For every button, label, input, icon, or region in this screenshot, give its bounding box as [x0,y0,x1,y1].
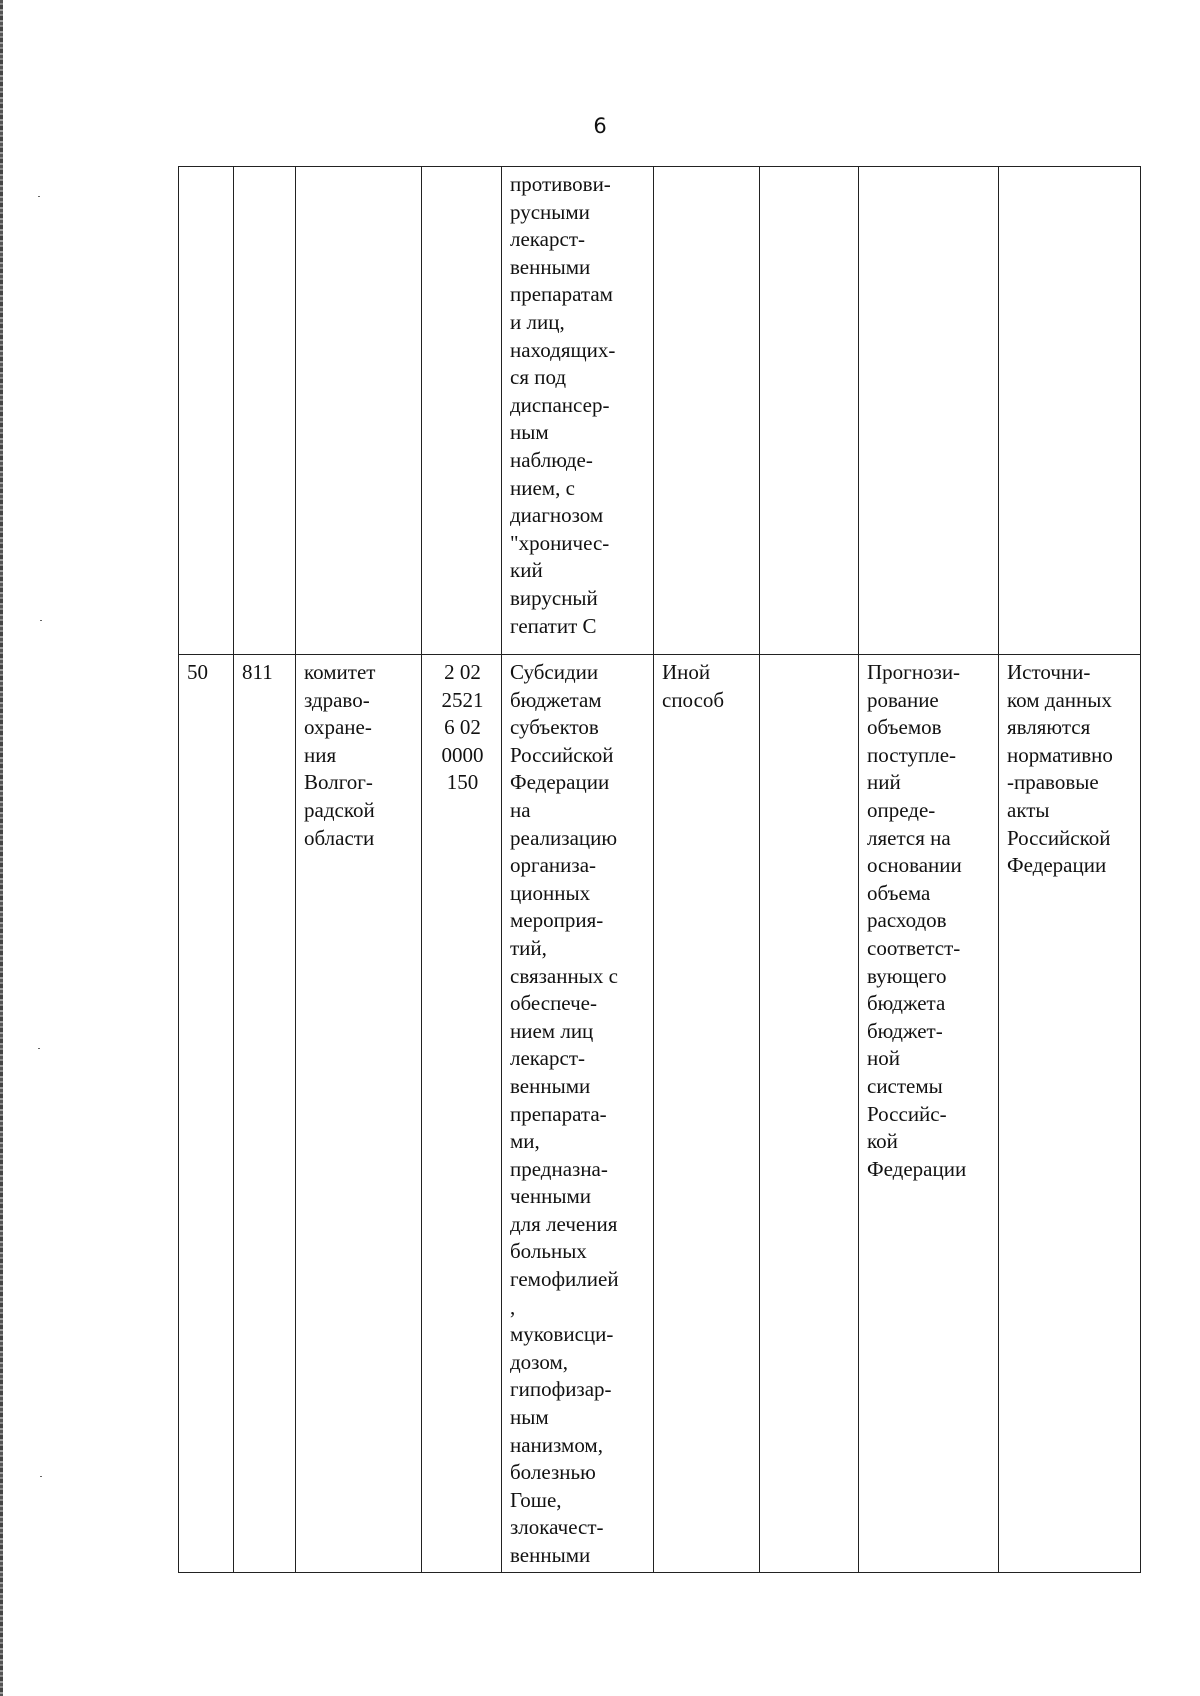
cell-line: "хроничес- [510,530,610,555]
cell-admin-name [296,655,422,1573]
cell-line: субъектов [510,715,599,740]
cell-line: русными [510,199,590,224]
cell-line: основании [867,853,962,878]
cell-line: гипофизар- [510,1377,612,1402]
cell-line: ным [510,420,549,445]
cell-line: связанных с [510,963,618,988]
cell-line: Российской [510,742,614,767]
cell-line: обеспече- [510,991,597,1016]
cell-line: , [510,1294,516,1319]
cell-line: ным [510,1405,549,1430]
cell-line: комитет [304,660,376,684]
cell-line: кий [510,558,543,583]
cell-line: Иной [662,660,711,684]
cell-line: бюджет- [867,1018,943,1043]
cell-admin-name [296,167,422,655]
cell-line: нанизмом, [510,1432,603,1457]
cell-line: гемофилией [510,1267,619,1292]
cell-source [999,655,1141,1573]
cell-line: соответст- [867,935,961,960]
cell-line: для лечения [510,1211,618,1236]
cell-line: Федерации [510,770,610,795]
cell-line: 6 02 [444,715,481,740]
cell-line: системы [867,1073,943,1098]
cell-line: ся под [510,365,567,390]
cell-line: расходов [867,908,947,933]
cell-line: Источни- [1007,660,1091,684]
cell-empty [760,655,859,1573]
cell-line: Российской [1007,825,1111,850]
cell-empty [760,167,859,655]
cell-line: гепатит С [510,613,597,638]
cell-forecast [859,167,999,655]
cell-line: нием, с [510,475,575,500]
cell-line: 2 02 [444,660,481,684]
cell-line: Российс- [867,1101,947,1126]
cell-line: мероприя- [510,908,604,933]
cell-line: венными [510,1073,591,1098]
revenue-table [178,166,1141,1573]
cell-line: лекарст- [510,1046,585,1071]
cell-line: и лиц, [510,309,565,334]
cell-line: ний [867,770,901,795]
cell-line: препаратам [510,282,613,307]
cell-line: ченными [510,1184,591,1209]
scan-speck [40,620,42,621]
cell-line: Субсидии [510,660,599,684]
cell-line: способ [662,687,725,712]
cell-line: венными [510,1543,591,1567]
cell-line: области [304,825,375,850]
cell-method [654,167,760,655]
cell-line: диагнозом [510,503,604,528]
cell-line: предназна- [510,1156,608,1181]
scan-edge [0,0,3,1696]
scan-speck [38,196,40,197]
cell-admin-code: 811 [234,655,296,1573]
table-row-continued [179,167,1141,655]
cell-line: организа- [510,853,597,878]
cell-line: бюджетам [510,687,602,712]
cell-line: рование [867,687,939,712]
cell-line: кой [867,1129,898,1154]
cell-number: 50 [179,655,234,1573]
cell-line: 0000 [441,742,484,767]
cell-line: болезнью [510,1460,596,1485]
cell-line: ляется на [867,825,951,850]
cell-forecast [859,655,999,1573]
cell-line: тий, [510,935,547,960]
cell-line: охране- [304,715,372,740]
cell-kbk [422,655,502,1573]
cell-line: препарата- [510,1101,607,1126]
cell-line: Гоше, [510,1487,562,1512]
cell-line: 2521 [441,687,484,712]
cell-line: нием лиц [510,1018,594,1043]
cell-line: ной [867,1046,900,1071]
cell-line: объемов [867,715,942,740]
cell-source [999,167,1141,655]
cell-line: опреде- [867,797,936,822]
cell-line: Федерации [1007,853,1107,878]
cell-method [654,655,760,1573]
cell-line: вирусный [510,585,598,610]
scan-speck [38,1048,40,1049]
cell-line: являются [1007,715,1091,740]
cell-line: нормативно [1007,742,1113,767]
cell-line: объема [867,880,931,905]
cell-line: диспансер- [510,392,610,417]
cell-line: муковисци- [510,1322,614,1347]
cell-line: ционных [510,880,591,905]
cell-kbk [422,167,502,655]
cell-line: находящих- [510,337,616,362]
cell-admin-code [234,167,296,655]
cell-line: акты [1007,797,1050,822]
cell-number [179,167,234,655]
cell-line: Федерации [867,1156,967,1181]
cell-line: здраво- [304,687,370,712]
cell-line: бюджета [867,991,946,1016]
cell-line: ком данных [1007,687,1112,712]
scan-speck [40,1476,42,1477]
cell-line: реализацию [510,825,618,850]
cell-line: злокачест- [510,1515,604,1540]
cell-line: противови- [510,172,611,196]
cell-line: вующего [867,963,947,988]
cell-line: -правовые [1007,770,1099,795]
cell-line: на [510,797,531,822]
cell-line: ми, [510,1129,540,1154]
cell-revenue-name [502,167,654,655]
cell-line: венными [510,254,591,279]
cell-line: ния [304,742,337,767]
cell-line: поступле- [867,742,957,767]
cell-line: Прогнози- [867,660,961,684]
cell-revenue-name [502,655,654,1573]
page-number: 6 [593,114,607,138]
cell-line: дозом, [510,1349,568,1374]
cell-line: лекарст- [510,227,585,252]
cell-line: радской [304,797,375,822]
cell-line: Волгог- [304,770,373,795]
table-row-50 [179,655,1141,1573]
cell-line: больных [510,1239,587,1264]
cell-line: наблюде- [510,447,593,472]
cell-line: 150 [446,770,479,795]
